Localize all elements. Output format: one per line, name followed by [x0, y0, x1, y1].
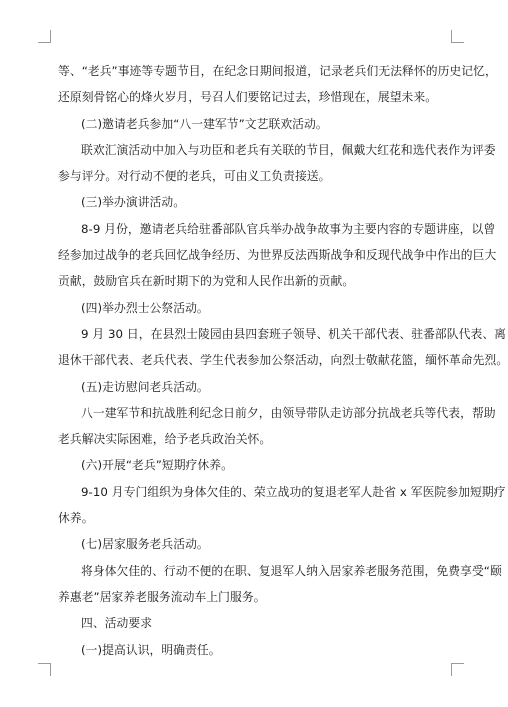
text-line: 经参加过战争的老兵回忆战争经历、为世界反法西斯战争和反现代战争中作出的巨大 [58, 248, 497, 263]
section-heading: 四、活动要求 [81, 616, 153, 631]
text-line: 将身体欠佳的、行动不便的在职、复退军人纳入居家养老服务范围，免费享受“颐 [81, 563, 502, 578]
section-heading: (一)提高认识，明确责任。 [81, 642, 221, 657]
text-line: 还原刻骨铭心的烽火岁月，号召人们要铭记过去，珍惜现在，展望未来。 [58, 90, 438, 105]
text-line: 联欢汇演活动中加入与功臣和老兵有关联的节目，佩戴大红花和选代表作为评委 [81, 142, 496, 157]
text-line: 老兵解决实际困难，给予老兵政治关怀。 [58, 432, 272, 447]
crop-mark-top-left [38, 30, 51, 43]
text-line: 9-10 月专门组织为身体欠佳的、荣立战功的复退老军人赴省 x 军医院参加短期疗 [81, 484, 506, 499]
text-line: 9 月 30 日，在县烈士陵园由县四套班子领导、机关干部代表、驻番部队代表、离 [81, 326, 507, 341]
section-heading: (六)开展“老兵”短期疗休养。 [81, 458, 233, 473]
document-body [58, 58, 508, 663]
text-line: 退休干部代表、老兵代表、学生代表参加公祭活动，向烈士敬献花篮，缅怀革命先烈。 [58, 353, 508, 368]
text-line: 8-9 月份，邀请老兵给驻番部队官兵举办战争故事为主要内容的专题讲座，以曾 [81, 221, 496, 236]
section-heading: (七)居家服务老兵活动。 [81, 537, 209, 552]
section-heading: (五)走访慰问老兵活动。 [81, 379, 209, 394]
crop-mark-bottom-left [38, 663, 51, 676]
crop-mark-bottom-right [451, 663, 464, 676]
section-heading: (二)邀请老兵参加“八一建军节”文艺联欢活动。 [81, 116, 328, 131]
text-line: 等、“老兵”事迹等专题节目，在纪念日期间报道，记录老兵们无法释怀的历史记忆， [58, 64, 497, 78]
section-heading: (三)举办演讲活动。 [81, 195, 186, 210]
section-heading: (四)举办烈士公祭活动。 [81, 300, 209, 315]
text-line: 参与评分。对行动不便的老兵，可由义工负责接送。 [58, 169, 331, 184]
text-line: 养惠老”居家养老服务流动车上门服务。 [58, 589, 266, 604]
text-line: 贡献，鼓励官兵在新时期下的为党和人民作出新的贡献。 [58, 274, 355, 289]
text-line: 休养。 [58, 511, 94, 526]
text-line: 八一建军节和抗战胜利纪念日前夕，由领导带队走访部分抗战老兵等代表，帮助 [81, 405, 496, 420]
crop-mark-top-right [451, 30, 464, 43]
body-text [58, 58, 508, 663]
